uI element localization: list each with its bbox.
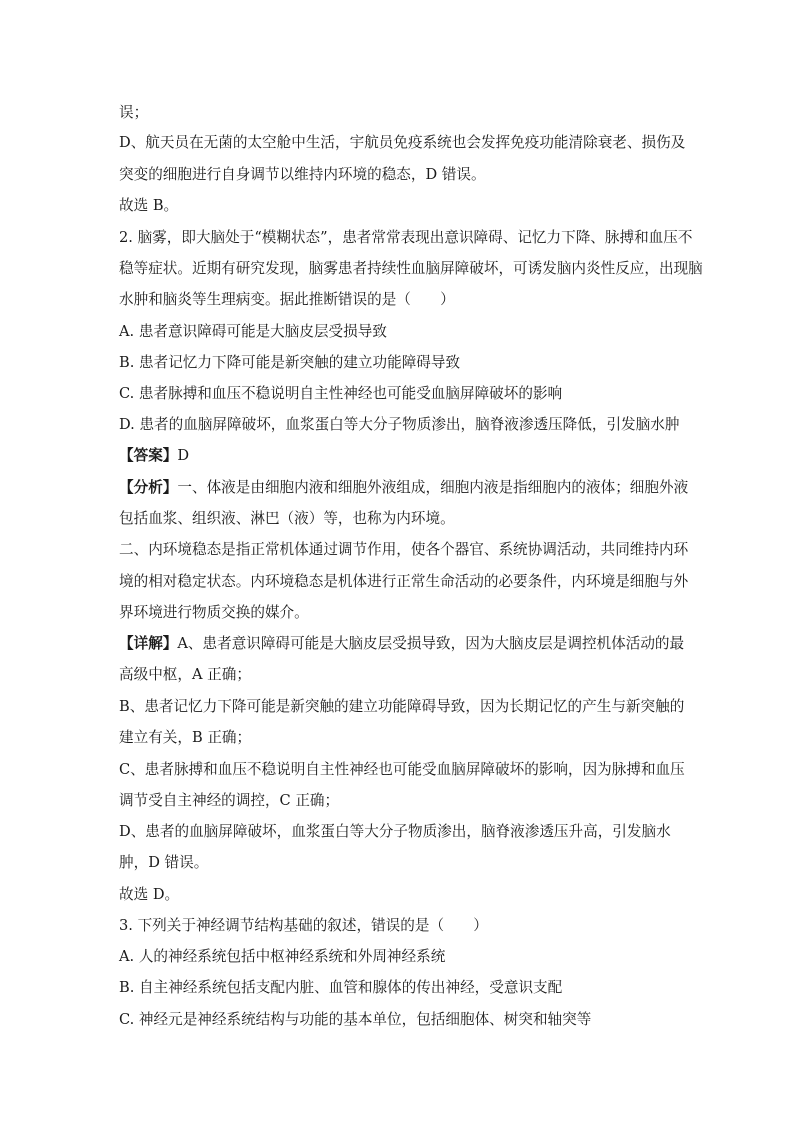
text-line: 高级中枢，A 正确； <box>119 666 251 683</box>
text-line: D、患者的血脑屏障破坏，血浆蛋白等大分子物质渗出，脑脊液渗透压升高，引发脑水 <box>119 823 671 840</box>
text-line: 建立有关，B 正确； <box>119 729 252 746</box>
option-a: A. 患者意识障碍可能是大脑皮层受损导致 <box>119 323 387 340</box>
option-a: A. 人的神经系统包括中枢神经系统和外周神经系统 <box>119 948 446 965</box>
answer-value: D <box>177 447 190 464</box>
text-line: 二、内环境稳态是指正常机体通过调节作用，使各个器官、系统协调活动，共同维持内环 <box>119 541 689 558</box>
text-line: 误； <box>119 104 149 121</box>
analysis-label: 【分析】 <box>119 479 178 496</box>
analysis-line <box>119 478 688 498</box>
text-line: 肿，D 错误。 <box>119 854 209 871</box>
text-line: 境的相对稳定状态。内环境稳态是机体进行正常生命活动的必要条件，内环境是细胞与外 <box>119 573 689 590</box>
answer-line <box>119 446 189 466</box>
option-b: B. 患者记忆力下降可能是新突触的建立功能障碍导致 <box>119 354 461 371</box>
option-c: C. 患者脉搏和血压不稳说明自主性神经也可能受血脑屏障破坏的影响 <box>119 385 563 402</box>
analysis-text: 一、体液是由细胞内液和细胞外液组成，细胞内液是指细胞内的液体；细胞外液 <box>177 479 689 496</box>
option-d: D. 患者的血脑屏障破坏，血浆蛋白等大分子物质渗出，脑脊液渗透压降低，引发脑水肿 <box>119 416 680 433</box>
text-line: 故选 B。 <box>119 197 179 214</box>
option-b: B. 自主神经系统包括支配内脏、血管和腺体的传出神经，受意识支配 <box>119 979 563 996</box>
answer-label: 【答案】 <box>119 447 178 464</box>
text-line: 包括血浆、组织液、淋巴（液）等，也称为内环境。 <box>119 510 455 527</box>
text-line: C、患者脉搏和血压不稳说明自主性神经也可能受血脑屏障破坏的影响，因为脉搏和血压 <box>119 761 685 778</box>
detail-text: A、患者意识障碍可能是大脑皮层受损导致，因为大脑皮层是调控机体活动的最 <box>177 635 685 652</box>
text-line: 故选 D。 <box>119 886 180 903</box>
text-line: B、患者记忆力下降可能是新突触的建立功能障碍导致，因为长期记忆的产生与新突触的 <box>119 698 685 715</box>
question-2-stem: 2. 脑雾，即大脑处于“模糊状态”，患者常常表现出意识障碍、记忆力下降、脉搏和血压不 <box>119 229 693 246</box>
text-line: D、航天员在无菌的太空舱中生活，宇航员免疫系统也会发挥免疫功能清除衰老、损伤及 <box>119 134 686 151</box>
text-line: 突变的细胞进行自身调节以维持内环境的稳态，D 错误。 <box>119 166 486 183</box>
text-line: 调节受自主神经的调控，C 正确； <box>119 792 340 809</box>
detail-label: 【详解】 <box>119 635 178 652</box>
detail-line <box>119 634 684 654</box>
option-c: C. 神经元是神经系统结构与功能的基本单位，包括细胞体、树突和轴突等 <box>119 1011 592 1028</box>
text-line: 稳等症状。近期有研究发现，脑雾患者持续性血脑屏障破坏，可诱发脑内炎性反应，出现脑 <box>119 260 703 277</box>
text-line: 界环境进行物质交换的媒介。 <box>119 604 309 621</box>
text-line: 水肿和脑炎等生理病变。据此推断错误的是（ ） <box>119 291 455 308</box>
question-3-stem: 3. 下列关于神经调节结构基础的叙述，错误的是（ ） <box>119 917 488 934</box>
